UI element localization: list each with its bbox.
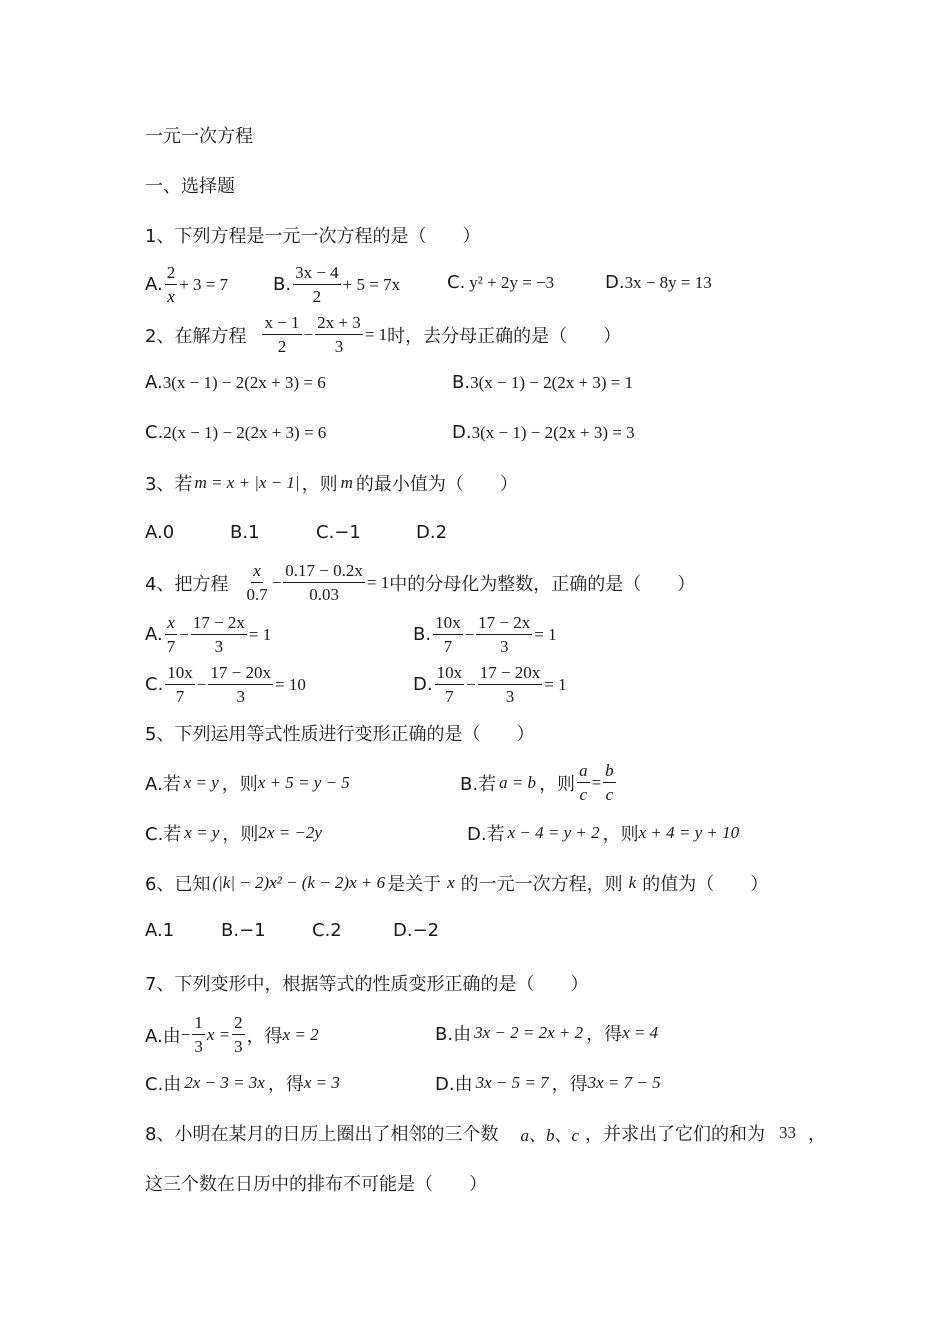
q5-option-c: C.若 x = y ，则 2x = −2y (145, 823, 322, 845)
q2-option-a: A. 3(x − 1) − 2(2x + 3) = 6 (145, 372, 326, 393)
q1-stem: 1、下列方程是一元一次方程的是（ ） (145, 226, 481, 247)
doc-title: 一元一次方程 (145, 126, 253, 147)
q3-option-a: A.0 (145, 522, 175, 543)
q6-option-a: A.1 (145, 920, 175, 941)
q6-option-b: B.−1 (221, 920, 266, 941)
q3-option-b: B.1 (230, 522, 260, 543)
q5-option-a: A.若 x = y ，则 x + 5 = y − 5 (145, 773, 350, 795)
q6-option-c: C.2 (312, 920, 342, 941)
q2-stem: 2、在解方程 $\frac{x - 1}{2}$ − $\frac{2x + 3}{3}$ = 1 时，去分母正确的是（ ） (145, 313, 622, 357)
q7-option-d: D.由 3x − 5 = 7 ，得 3x = 7 − 5 (435, 1073, 661, 1095)
q3-stem: 3、若 m = x + |x − 1| ，则 m 的最小值为（ ） (145, 473, 518, 495)
q2-fraction-2: $\frac{2x + 3}{3}$ (317, 313, 361, 357)
q2-option-b: B. 3(x − 1) − 2(2x + 3) = 1 (452, 372, 634, 393)
q7-stem: 7、下列变形中，根据等式的性质变形正确的是（ ） (145, 974, 589, 995)
q1-option-d: D. 3x − 8y = 13 (605, 272, 712, 293)
q1-option-a: A. $\frac{2}{x}$ + 3 = 7 (145, 263, 229, 307)
q4-stem: 4、把方程 $\frac{x}{0.7}$ − $\frac{0.17 - 0.2x}{0.03}$ = 1 中的分母化为整数，正确的是（ ） (145, 561, 696, 605)
q1-option-c: C. y² + 2y = −3 (447, 272, 555, 293)
q3-option-c: C.−1 (316, 522, 361, 543)
q4-option-d: D. $\frac{10x}{7}$ − $\frac{17 - 20x}{3}$ = 1 (413, 663, 567, 707)
q5-stem: 5、下列运用等式性质进行变形正确的是（ ） (145, 724, 535, 745)
q6-stem: 6、已知 (|k| − 2)x² − (k − 2)x + 6 是关于 x 的一元一次方程，则 k 的值为（ ） (145, 873, 769, 895)
q1-a-fraction: $\frac{2}{x}$ (166, 263, 176, 307)
q4-option-c: C. $\frac{10x}{7}$ − $\frac{17 - 20x}{3}$ = 10 (145, 663, 306, 707)
section-heading: 一、选择题 (145, 176, 235, 197)
q4-option-a: A. $\frac{x}{7}$ − $\frac{17 - 2x}{3}$ = 1 (145, 613, 272, 657)
q8-stem-line2: 这三个数在日历中的排布不可能是（ ） (145, 1174, 487, 1195)
q2-fraction-1: $\frac{x - 1}{2}$ (264, 313, 300, 357)
q7-option-c: C.由 2x − 3 = 3x ，得 x = 3 (145, 1073, 340, 1095)
q7-option-a: A.由 − $\frac{1}{3}$ x = $\frac{2}{3}$ ，得 x = 2 (145, 1013, 319, 1057)
q8-stem-line1: 8、小明在某月的日历上圈出了相邻的三个数 a、b、c ，并求出了它们的和为 33 ， (145, 1123, 826, 1145)
q6-option-d: D.−2 (393, 920, 440, 941)
q1-option-b: B. $\frac{3x - 4}{2}$ + 5 = 7x (273, 263, 401, 307)
q7-option-b: B.由 3x − 2 = 2x + 2 ，得 x = 4 (435, 1023, 659, 1045)
q4-option-b: B. $\frac{10x}{7}$ − $\frac{17 - 2x}{3}$ = 1 (413, 613, 557, 657)
q5-option-d: D.若 x − 4 = y + 2 ，则 x + 4 = y + 10 (467, 823, 740, 845)
q1-b-fraction: $\frac{3x - 4}{2}$ (295, 263, 339, 307)
q2-option-d: D. 3(x − 1) − 2(2x + 3) = 3 (452, 422, 635, 443)
q4-fraction-2: $\frac{0.17 - 0.2x}{0.03}$ (285, 561, 363, 605)
q3-option-d: D.2 (416, 522, 448, 543)
q2-option-c: C. 2(x − 1) − 2(2x + 3) = 6 (145, 422, 327, 443)
q4-fraction-1: $\frac{x}{0.7}$ (246, 561, 268, 605)
q5-option-b: B.若 a = b ，则 $\frac{a}{c}$ = $\frac{b}{c}$ (460, 761, 614, 805)
